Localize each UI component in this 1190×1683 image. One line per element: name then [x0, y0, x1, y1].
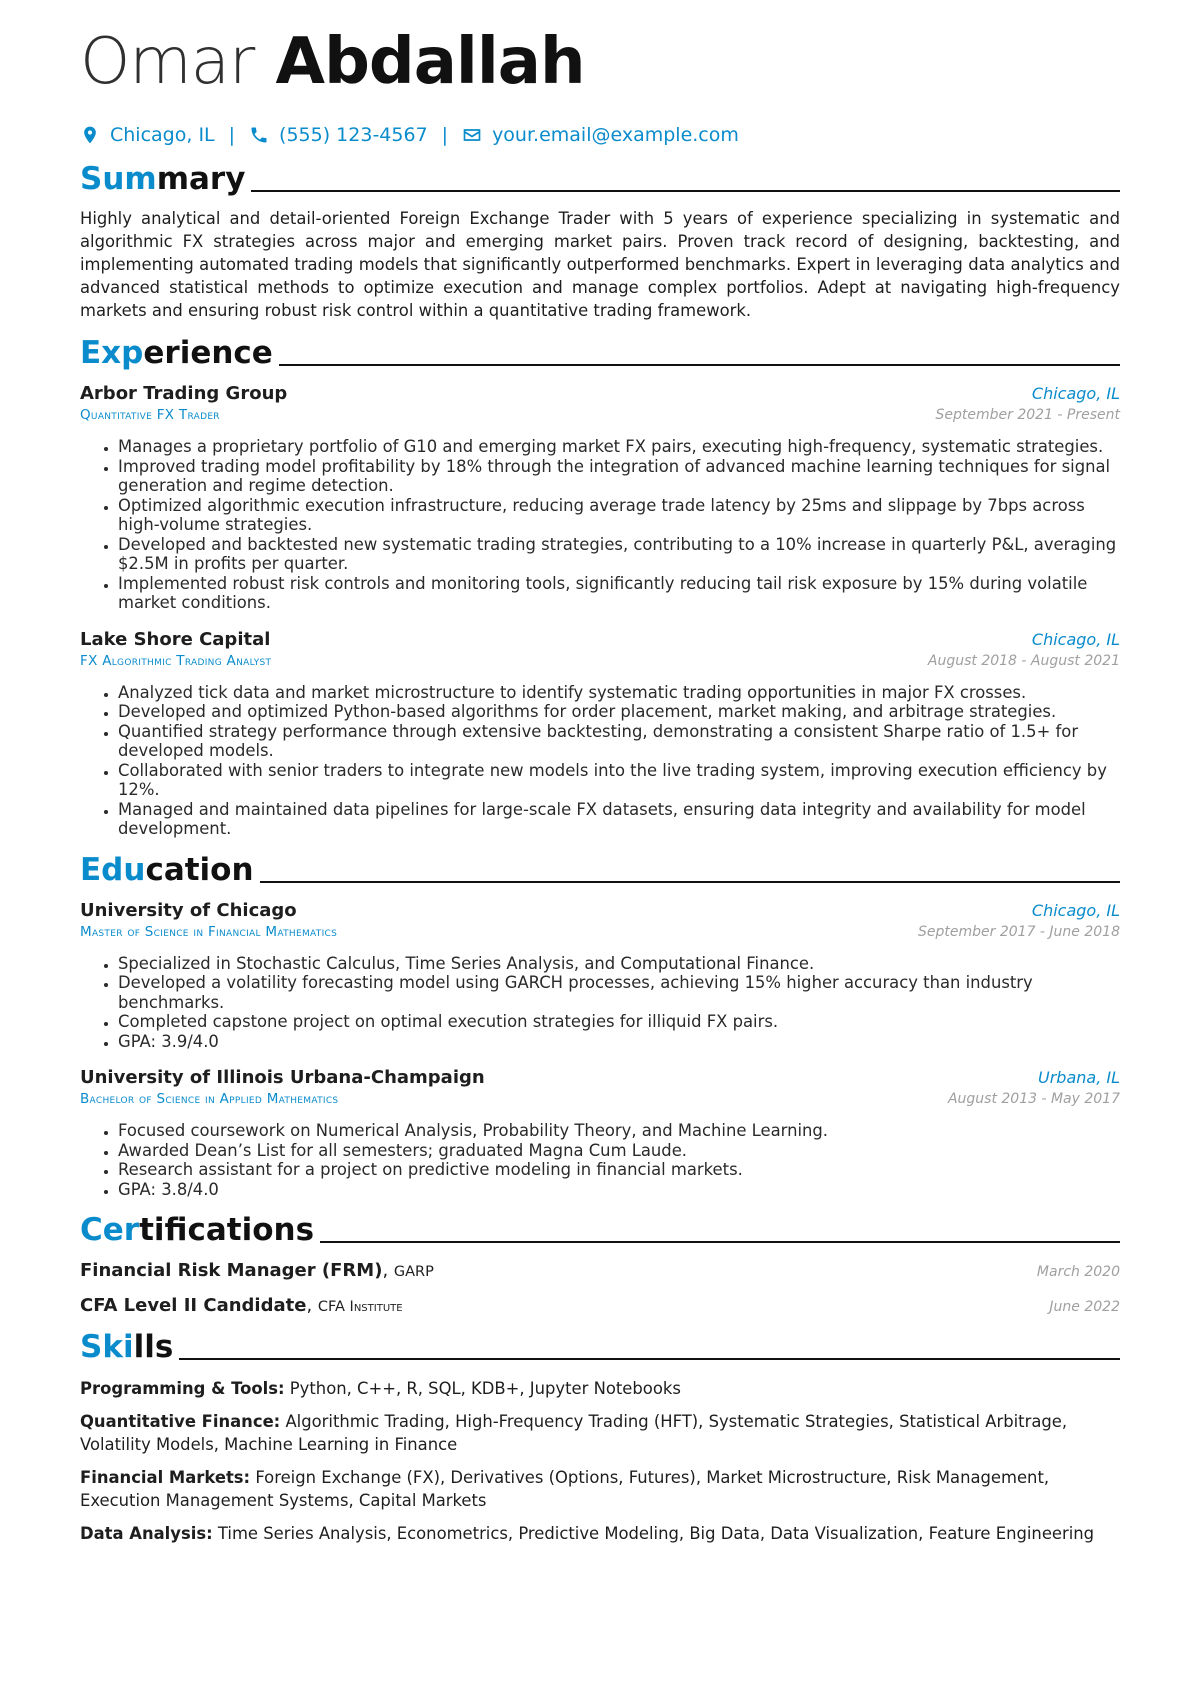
- contact-email[interactable]: [462, 124, 739, 146]
- entry-location: Urbana, IL: [1038, 1068, 1120, 1087]
- skill-row: [80, 1522, 1120, 1545]
- skill-value: Algorithmic Trading, High-Frequency Trading (HFT), Systematic Strategies, Statistical Arbitrage, Volatility Models, Machine Learning in Finance: [80, 1412, 1068, 1454]
- contact-bar: [80, 124, 1120, 146]
- job-title: FX Algorithmic Trading Analyst: [80, 652, 272, 669]
- contact-phone[interactable]: [249, 124, 428, 146]
- envelope-icon: [462, 125, 482, 145]
- skill-label: Quantitative Finance:: [80, 1412, 281, 1431]
- certification-issuer: CFA Institute: [317, 1299, 403, 1315]
- list-item: • Quantified strategy performance through extensive backtesting, demonstrating a consistent Sharpe ratio of 1.5+ for developed models.: [118, 722, 1120, 761]
- section-rule: [320, 1241, 1120, 1243]
- education-entry: [80, 1067, 1120, 1199]
- skill-label: Data Analysis:: [80, 1524, 213, 1543]
- achievement-list: [80, 954, 1120, 1052]
- section-rule: [251, 190, 1120, 192]
- degree-title: Bachelor of Science in Applied Mathematics: [80, 1091, 339, 1107]
- skill-label: Programming & Tools:: [80, 1379, 285, 1398]
- section-title: Summary: [80, 161, 246, 197]
- entry-dates: September 2021 - Present: [935, 407, 1120, 423]
- list-item: • Awarded Dean’s List for all semesters; graduated Magna Cum Laude.: [118, 1141, 1120, 1161]
- candidate-name: [80, 25, 1120, 99]
- last-name: Abdallah: [275, 25, 585, 99]
- school-name: University of Chicago: [80, 899, 297, 921]
- list-item: • Managed and maintained data pipelines for large-scale FX datasets, ensuring data integrity and availability for model development.: [118, 800, 1120, 839]
- experience-entry: [80, 629, 1120, 839]
- entry-dates: August 2018 - August 2021: [927, 652, 1120, 669]
- job-title: Quantitative FX Trader: [80, 407, 220, 423]
- skill-row: [80, 1466, 1120, 1512]
- list-item: • Developed a volatility forecasting model using GARCH processes, achieving 15% higher accuracy than industry benchmarks.: [118, 973, 1120, 1012]
- entry-dates: September 2017 - June 2018: [918, 923, 1120, 940]
- section-title: Certifications: [80, 1212, 315, 1248]
- first-name: Omar: [80, 25, 255, 99]
- section-rule: [179, 1358, 1120, 1360]
- list-item: • GPA: 3.9/4.0: [118, 1032, 1120, 1052]
- section-title: Experience: [80, 335, 273, 371]
- section-header-summary: [80, 161, 1120, 197]
- section-rule: [260, 881, 1120, 883]
- email-link[interactable]: your.email@example.com: [492, 124, 739, 146]
- certification-issuer: GARP: [393, 1264, 434, 1280]
- list-item: • Optimized algorithmic execution infrastructure, reducing average trade latency by 25ms and slippage by 7bps across high-volume strategies.: [118, 496, 1120, 535]
- map-pin-icon: [80, 125, 100, 145]
- entry-location: Chicago, IL: [1031, 629, 1120, 649]
- achievement-list: [80, 437, 1120, 613]
- achievement-list: [80, 683, 1120, 839]
- skill-row: [80, 1410, 1120, 1456]
- skill-row: [80, 1377, 1120, 1400]
- list-item: • Specialized in Stochastic Calculus, Time Series Analysis, and Computational Finance.: [118, 954, 1120, 974]
- list-item: • Implemented robust risk controls and monitoring tools, significantly reducing tail risk exposure by 15% during volatile market conditions.: [118, 574, 1120, 613]
- contact-separator: |: [441, 124, 449, 146]
- employer-name: Lake Shore Capital: [80, 628, 271, 650]
- certification-date: June 2022: [1049, 1299, 1120, 1315]
- list-item: • GPA: 3.8/4.0: [118, 1180, 1120, 1200]
- section-header-education: [80, 851, 1120, 888]
- list-item: • Completed capstone project on optimal execution strategies for illiquid FX pairs.: [118, 1012, 1120, 1032]
- entry-location: Chicago, IL: [1031, 900, 1120, 920]
- education-entry: [80, 900, 1120, 1052]
- section-header-certifications: [80, 1212, 1120, 1248]
- location-text: Chicago, IL: [110, 124, 215, 146]
- section-rule: [279, 364, 1120, 366]
- skill-value: Foreign Exchange (FX), Derivatives (Options, Futures), Market Microstructure, Risk Management, Execution Management Systems, Capital Markets: [80, 1468, 1050, 1510]
- section-title: Education: [80, 851, 254, 888]
- skill-label: Financial Markets:: [80, 1468, 251, 1487]
- phone-icon: [249, 125, 269, 145]
- section-header-experience: [80, 335, 1120, 371]
- list-item: • Analyzed tick data and market microstructure to identify systematic trading opportunities in major FX crosses.: [118, 683, 1120, 703]
- certification-item: Financial Risk Manager (FRM), GARP March 2020: [80, 1260, 1120, 1281]
- summary-text: Highly analytical and detail-oriented Foreign Exchange Trader with 5 years of experience specializing in systematic and algorithmic FX strategies across major and emerging market pairs. Proven track record of designing, backtesting, and implementing automated trading models that significantly outperformed benchmarks. Expert in leveraging data analytics and advanced statistical methods to optimize execution and manage complex portfolios. Adept at navigating high-frequency markets and ensuring robust risk control within a quantitative trading framework.: [80, 209, 1120, 320]
- certification-item: CFA Level II Candidate, CFA Institute June 2022: [80, 1295, 1120, 1316]
- school-name: University of Illinois Urbana-Champaign: [80, 1067, 485, 1088]
- list-item: • Developed and backtested new systematic trading strategies, contributing to a 10% increase in quarterly P&L, averaging $2.5M in profits per quarter.: [118, 535, 1120, 574]
- employer-name: Arbor Trading Group: [80, 383, 288, 404]
- resume-page: [80, 25, 1120, 1545]
- contact-location: [80, 124, 215, 146]
- list-item: • Research assistant for a project on predictive modeling in financial markets.: [118, 1160, 1120, 1180]
- phone-text: (555) 123-4567: [279, 124, 428, 146]
- experience-entry: [80, 383, 1120, 613]
- certification-name: Financial Risk Manager (FRM): [80, 1260, 383, 1281]
- list-item: • Focused coursework on Numerical Analysis, Probability Theory, and Machine Learning.: [118, 1121, 1120, 1141]
- certification-date: March 2020: [1036, 1264, 1120, 1280]
- list-item: • Collaborated with senior traders to integrate new models into the live trading system, improving execution efficiency by 12%.: [118, 761, 1120, 800]
- degree-title: Master of Science in Financial Mathematics: [80, 923, 338, 940]
- section-title: Skills: [80, 1329, 174, 1365]
- skill-value: Time Series Analysis, Econometrics, Predictive Modeling, Big Data, Data Visualization, Feature Engineering: [217, 1524, 1095, 1543]
- achievement-list: [80, 1121, 1120, 1199]
- entry-dates: August 2013 - May 2017: [947, 1091, 1120, 1107]
- list-item: • Improved trading model profitability by 18% through the integration of advanced machine learning techniques for signal generation and regime detection.: [118, 457, 1120, 496]
- section-header-skills: [80, 1329, 1120, 1365]
- list-item: • Manages a proprietary portfolio of G10 and emerging market FX pairs, executing high-frequency, systematic strategies.: [118, 437, 1120, 457]
- list-item: • Developed and optimized Python-based algorithms for order placement, market making, and arbitrage strategies.: [118, 702, 1120, 722]
- certification-name: CFA Level II Candidate: [80, 1295, 307, 1316]
- skill-value: Python, C++, R, SQL, KDB+, Jupyter Notebooks: [289, 1379, 681, 1398]
- contact-separator: |: [228, 124, 236, 146]
- entry-location: Chicago, IL: [1031, 384, 1120, 403]
